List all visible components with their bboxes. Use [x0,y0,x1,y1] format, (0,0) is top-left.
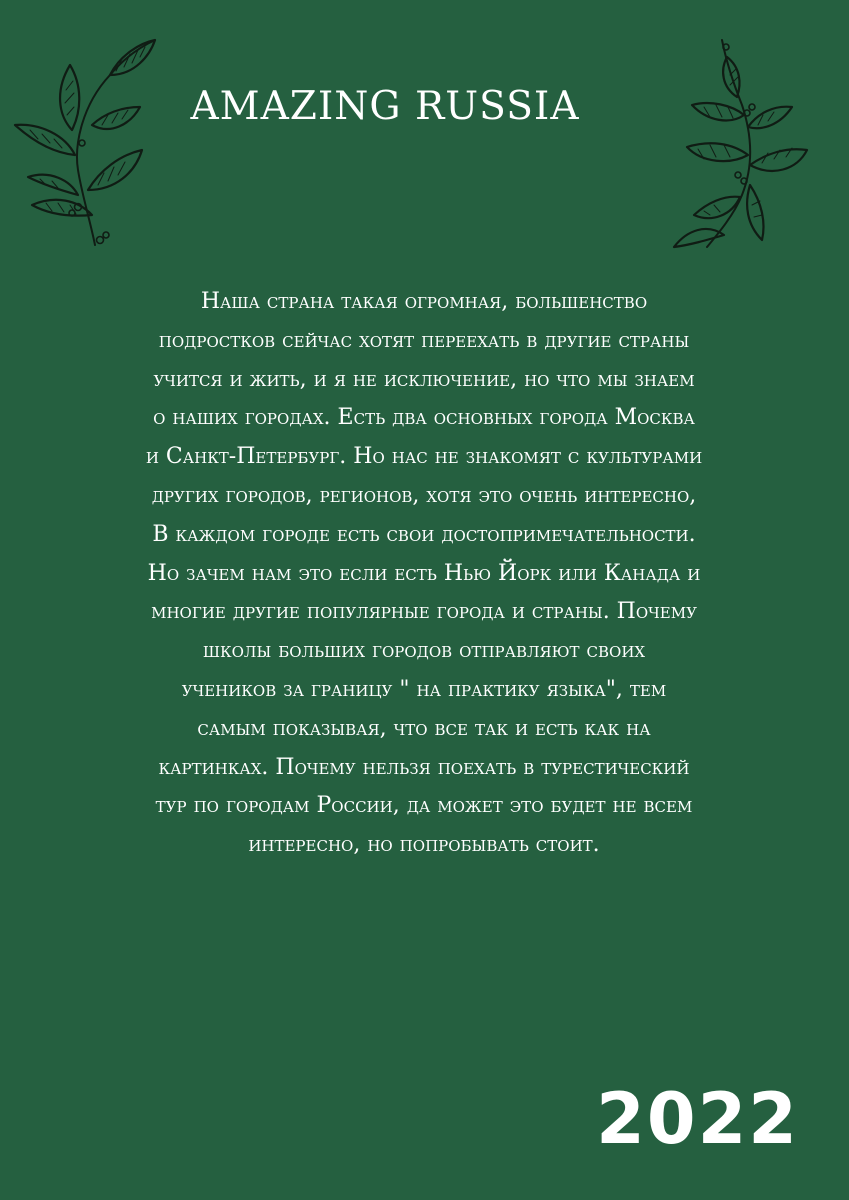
body-line: о наших городах. Есть два основных города Москва [153,405,695,431]
body-line: учеников за границу " на практику языка", тем [181,676,667,702]
body-line: учится и жить, и я не исключение, но что мы знаем [153,366,695,392]
body-line: многие другие популярные города и страны. Почему [151,599,697,625]
body-line: картинках. Почему нельзя поехать в турестический [158,754,690,780]
olive-branch-left-icon [10,35,160,250]
poster-title: AMAZING RUSSIA [190,84,580,130]
poster-year: 2022 [596,1078,799,1160]
olive-branch-right-icon [662,35,812,250]
body-line: других городов, регионов, хотя это очень интересно, [151,482,697,508]
body-line: Наша страна такая огромная, большенство [200,289,648,314]
body-line: подростков сейчас хотят переехать в другие страны [158,327,690,353]
body-line: В каждом городе есть свои достопримечательности. [152,521,696,547]
body-line: самым показывая, что все так и есть как на [197,715,651,741]
body-line: Но зачем нам это если есть Нью Йорк или Канада и [147,560,701,586]
body-line: интересно, но попробывать стоит. [248,832,600,858]
poster-body-text [58,283,790,865]
body-line: школы больших городов отправляют своих [202,638,646,664]
body-line: и Санкт-Петербург. Но нас не знакомят с культурами [145,444,703,470]
body-line: тур по городам России, да может это будет не всем [155,793,693,819]
